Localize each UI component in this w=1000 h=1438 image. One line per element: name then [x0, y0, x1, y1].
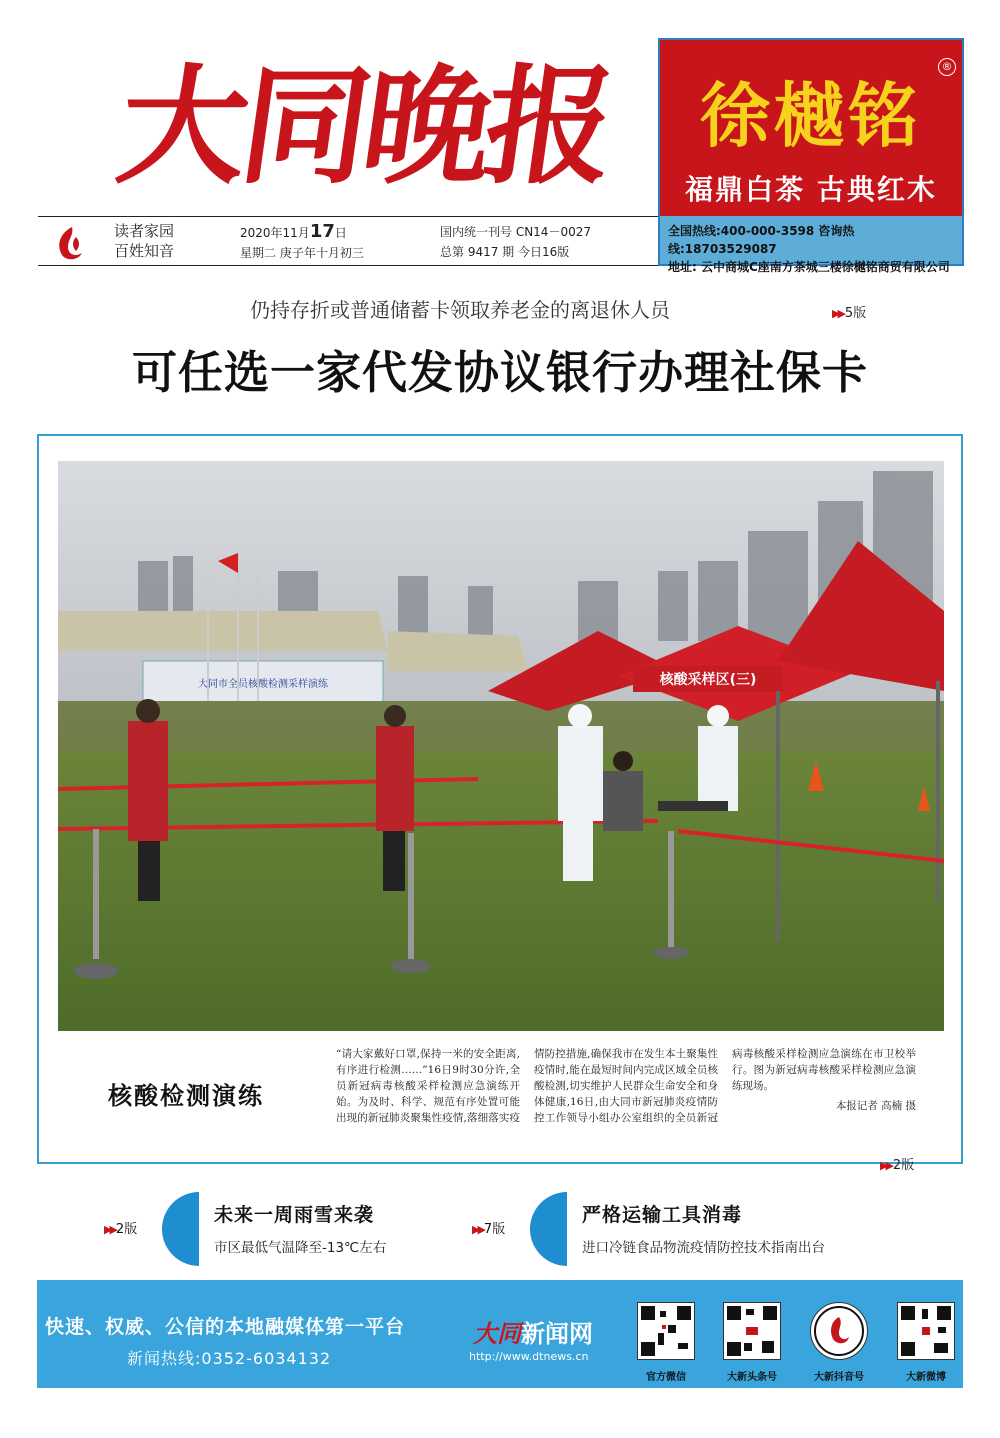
lead-page-ref-link[interactable]	[832, 302, 866, 321]
double-arrow-icon: ▶▶	[472, 1223, 483, 1236]
nucleic-test-drill-scene	[58, 461, 944, 1031]
slogan-line-2: 百姓知音	[114, 242, 175, 260]
ad-slogan: 福鼎白茶 古典红木	[685, 173, 937, 206]
tent-sign-text: 核酸采样区(三)	[659, 672, 757, 688]
photo-caption-title: 核酸检测演练	[108, 1082, 264, 1110]
photo-page-ref-link[interactable]	[880, 1154, 914, 1173]
photo-banner-text: 大同市全员核酸检测采样演练	[198, 679, 328, 690]
date-prefix: 2020年11月	[240, 226, 310, 240]
registered-mark-icon: ®	[938, 58, 956, 76]
ad-brand-name: 徐樾铭	[700, 74, 922, 157]
toutiao-qr-code-icon[interactable]	[723, 1302, 781, 1360]
teaser-page-ref	[472, 1218, 505, 1237]
media-platform-slogan: 快速、权威、公信的本地融媒体第一平台	[45, 1316, 406, 1338]
teaser-page-ref-text: 2版	[115, 1222, 138, 1237]
ad-contact-info	[660, 216, 962, 274]
flame-logo-icon	[50, 223, 90, 263]
issn-number: 国内统一刊号 CN14－0027	[440, 225, 591, 239]
weibo-qr-code-icon[interactable]	[897, 1302, 955, 1360]
issue-date	[240, 222, 364, 263]
teaser-desc: 市区最低气温降至-13℃左右	[214, 1240, 387, 1256]
site-url[interactable]: http://www.dtnews.cn	[469, 1350, 589, 1363]
half-circle-icon	[530, 1192, 567, 1266]
teaser-disinfection[interactable]	[472, 1192, 860, 1266]
teaser-title: 严格运输工具消毒	[582, 1204, 743, 1226]
qr-label-toutiao: 大新头条号	[727, 1372, 777, 1383]
news-photo[interactable]	[58, 461, 944, 1031]
site-brand: 大同	[473, 1319, 521, 1348]
qr-label-weibo: 大新微博	[906, 1372, 946, 1383]
teaser-weather[interactable]	[104, 1192, 492, 1266]
double-arrow-icon: ▶▶	[832, 307, 843, 320]
lead-page-ref: 5版	[844, 306, 867, 321]
paper-slogan	[114, 221, 174, 261]
slogan-line-1: 读者家园	[114, 222, 175, 240]
teaser-page-ref	[104, 1218, 137, 1237]
lead-headline[interactable]: 可任选一家代发协议银行办理社保卡	[131, 346, 868, 399]
photo-byline: 本报记者 高楠 摄	[835, 1100, 916, 1112]
qr-label-douyin: 大新抖音号	[814, 1372, 864, 1383]
masthead-title: 大同晚报	[109, 52, 619, 202]
double-arrow-icon: ▶▶	[104, 1223, 115, 1236]
photo-page-ref: 2版	[892, 1158, 915, 1173]
ad-brand-panel	[660, 40, 962, 216]
advertisement[interactable]	[658, 38, 964, 274]
weekday-lunar-date: 星期二 庚子年十月初三	[240, 246, 364, 260]
date-suffix: 日	[334, 226, 347, 240]
douyin-qr-code-icon[interactable]	[810, 1302, 868, 1360]
news-hotline: 新闻热线:0352-6034132	[127, 1349, 332, 1368]
site-name: 新闻网	[521, 1320, 593, 1348]
teaser-page-ref-text: 7版	[483, 1222, 506, 1237]
issue-info	[440, 222, 591, 262]
photo-caption-body	[336, 1046, 916, 1126]
qr-label-wechat: 官方微信	[646, 1372, 686, 1383]
caption-text: “请大家戴好口罩,保持一米的安全距离,有序进行检测……”16日9时30分许,全员新冠病毒核酸采样检测应急演练开始。为及时、科学、规范有序处置可能出现的新冠肺炎聚集性疫情,落细落实疫情防控措施,确保我市在发生本土聚集性疫情时,能在最短时间内完成区域全员核酸检测,切实维护人民群众生命安全和身体健康,16日,由大同市新冠肺炎疫情防控工作领导小组办公室组织的全员新冠病毒核酸采样检测应急演练在市卫校举行。图为新冠病毒核酸采样检测应急演练现场。	[336, 1048, 916, 1124]
wechat-qr-code-icon[interactable]	[637, 1302, 695, 1360]
teaser-title: 未来一周雨雪来袭	[214, 1204, 375, 1226]
lead-subhead: 仍持存折或普通储蓄卡领取养老金的离退休人员	[250, 298, 670, 322]
half-circle-icon	[162, 1192, 199, 1266]
ad-address: 地址: 云中商城C座南方茶城三楼徐樾铭商贸有限公司	[668, 260, 950, 274]
date-day: 17	[309, 221, 335, 242]
masthead-info-bar	[38, 216, 658, 266]
issue-number: 总第 9417 期 今日16版	[440, 245, 570, 259]
teaser-desc: 进口冷链食品物流疫情防控技术指南出台	[582, 1240, 825, 1256]
ad-hotline: 全国热线:400-000-3598 咨询热线:18703529087	[668, 224, 855, 256]
site-logo[interactable]	[473, 1314, 593, 1349]
double-arrow-icon: ▶▶	[880, 1159, 891, 1172]
